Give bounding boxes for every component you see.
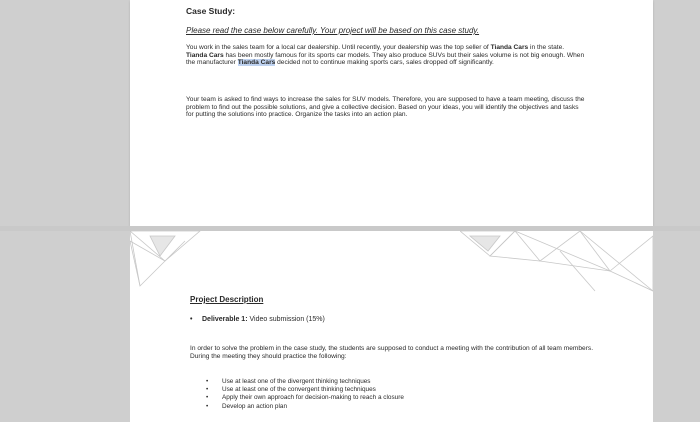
- para1-text-4: decided not to continue making sports cars, sales dropped off significantly.: [275, 59, 494, 67]
- list-item: [206, 386, 404, 394]
- task-text: Apply their own approach for decision-making to reach a closure: [222, 394, 404, 402]
- case-paragraph-2: Your team is asked to find ways to increase the sales for SUV models. Therefore, you are supposed to have a team meeting, discuss the problem to find out the possible solutions, and give a collective decision. Based on your ideas, you will identify the objectives and tasks for putting the solutions into practice. Organize the tasks into an action plan.: [186, 96, 585, 119]
- deliverable-text: Video submission (15%): [247, 316, 325, 323]
- list-item: [206, 403, 404, 411]
- task-text: Develop an action plan: [222, 402, 288, 410]
- project-intro: In order to solve the problem in the case study, the students are supposed to conduct a meeting with the contribution of all team members. During the meeting they should practice the following:: [190, 345, 594, 360]
- para1-text-2: in the state.: [528, 44, 565, 51]
- brand-name: Tianda Cars: [490, 44, 529, 51]
- brand-name: Tianda Cars: [186, 51, 224, 59]
- task-text: Use at least one of the divergent thinking techniques: [222, 378, 371, 385]
- task-text: Use at least one of the convergent thinking techniques: [222, 386, 376, 394]
- document-page-1: [130, 0, 653, 226]
- case-paragraph-1: [186, 44, 586, 67]
- list-item: [206, 378, 404, 386]
- para1-text-1: You work in the sales team for a local car dealership. Until recently, your dealership was the top seller of: [186, 44, 491, 51]
- project-description-title: Project Description: [190, 295, 264, 304]
- deliverable-label: Deliverable 1:: [202, 316, 248, 323]
- case-study-title: Case Study:: [186, 6, 236, 16]
- bullet: •: [206, 402, 209, 410]
- deliverable-item: [190, 316, 325, 323]
- geometric-corner-decoration-right: [460, 231, 653, 295]
- bullet: •: [206, 378, 209, 385]
- case-study-instruction: Please read the case below carefully. Your project will be based on this case study.: [186, 26, 480, 35]
- document-page-2: [130, 231, 653, 422]
- bullet: •: [206, 394, 209, 402]
- list-item: [206, 394, 404, 402]
- bullet: •: [206, 386, 209, 394]
- brand-name-highlighted[interactable]: Tianda Cars: [237, 59, 276, 67]
- bullet: •: [190, 316, 193, 323]
- geometric-corner-decoration-left: [130, 231, 205, 291]
- task-list: [206, 378, 404, 411]
- para1-text-3: has been mostly famous for its sports car models. They also produce SUVs but their sales volume is not big enough. When the manufacturer: [186, 51, 585, 67]
